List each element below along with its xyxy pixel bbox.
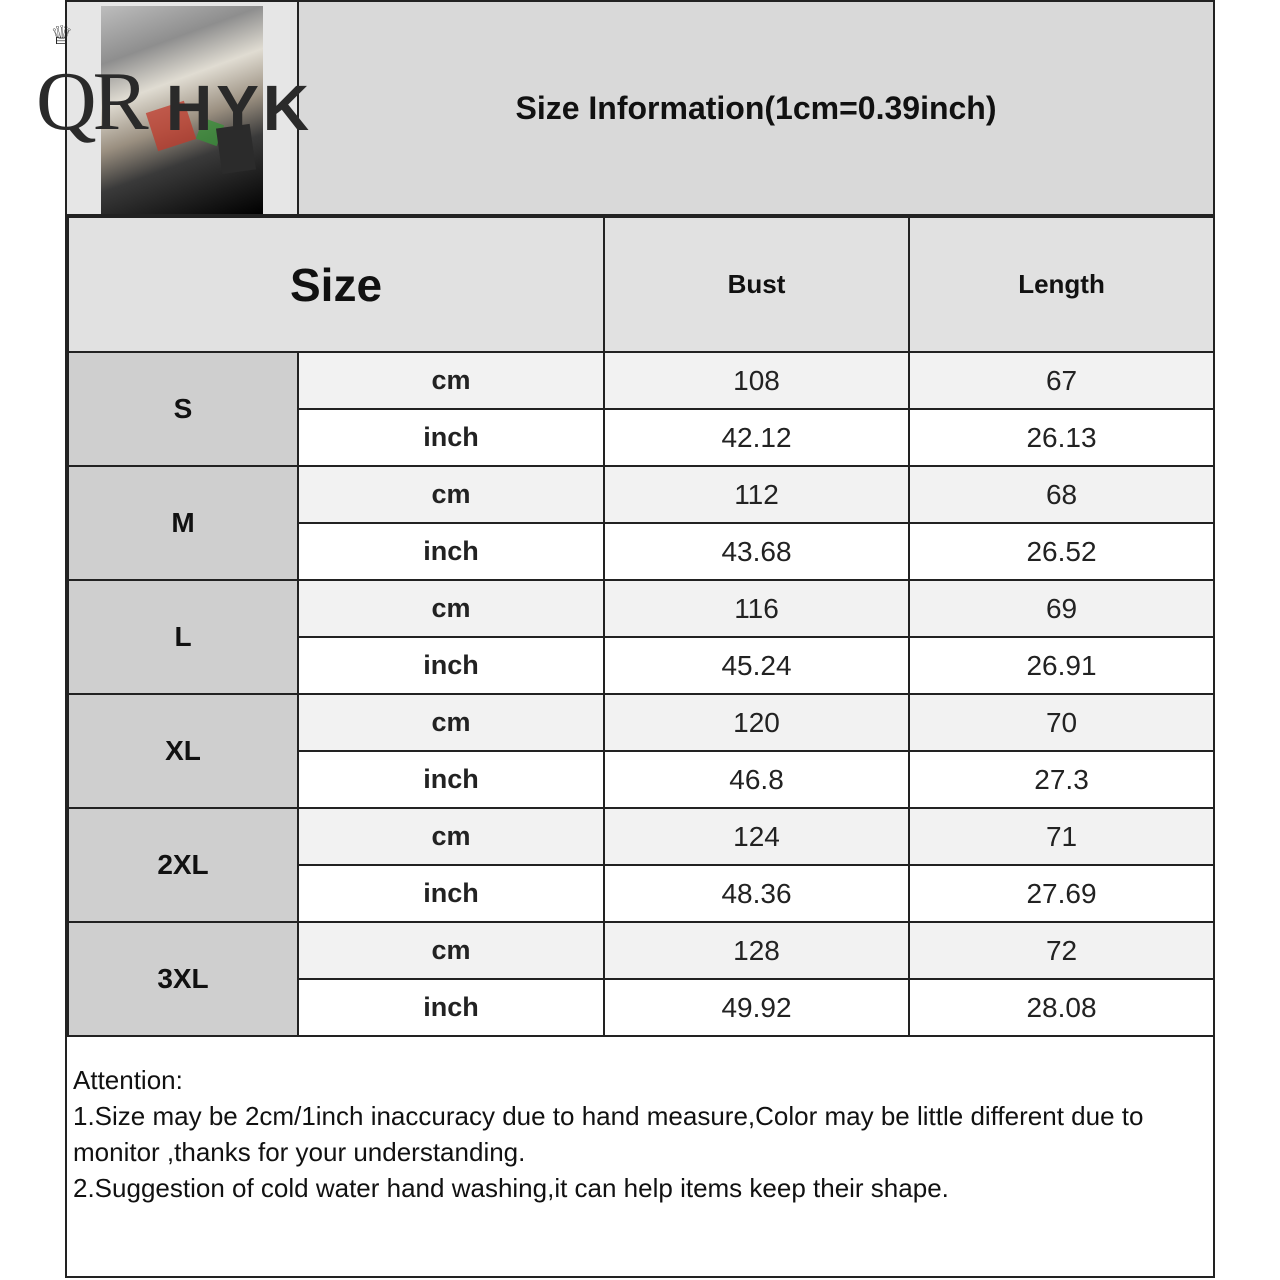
logo-text-sans: HYK	[166, 72, 314, 144]
length-value: 67	[909, 352, 1214, 409]
size-label: S	[68, 352, 298, 466]
bust-value: 42.12	[604, 409, 909, 466]
unit-cell: inch	[298, 865, 604, 922]
unit-cell: cm	[298, 466, 604, 523]
length-value: 71	[909, 808, 1214, 865]
length-value: 27.3	[909, 751, 1214, 808]
note-item: 2.Suggestion of cold water hand washing,it can help items keep their shape.	[73, 1173, 949, 1203]
table-row	[68, 466, 1214, 523]
length-value: 28.08	[909, 979, 1214, 1036]
table-row	[68, 808, 1214, 865]
table-row	[68, 922, 1214, 979]
brand-logo	[36, 20, 336, 148]
size-chart	[65, 0, 1215, 1278]
bust-value: 108	[604, 352, 909, 409]
table-row	[68, 352, 1214, 409]
size-label: M	[68, 466, 298, 580]
unit-cell: cm	[298, 352, 604, 409]
length-value: 70	[909, 694, 1214, 751]
bust-value: 45.24	[604, 637, 909, 694]
size-label: XL	[68, 694, 298, 808]
size-label: L	[68, 580, 298, 694]
bust-value: 116	[604, 580, 909, 637]
column-header-size: Size	[68, 217, 604, 352]
table-row	[68, 694, 1214, 751]
length-value: 69	[909, 580, 1214, 637]
table-row	[68, 580, 1214, 637]
logo-text-serif: QR	[36, 55, 145, 148]
size-table	[67, 216, 1215, 1037]
note-item: 1.Size may be 2cm/1inch inaccuracy due to hand measure,Color may be little different due to monitor ,thanks for your understanding.	[73, 1101, 1144, 1167]
length-value: 68	[909, 466, 1214, 523]
unit-cell: inch	[298, 523, 604, 580]
bust-value: 48.36	[604, 865, 909, 922]
attention-notes	[73, 1062, 1213, 1206]
length-value: 26.91	[909, 637, 1214, 694]
bust-value: 49.92	[604, 979, 909, 1036]
bust-value: 112	[604, 466, 909, 523]
unit-cell: cm	[298, 694, 604, 751]
size-label: 2XL	[68, 808, 298, 922]
chart-title: Size Information(1cm=0.39inch)	[515, 89, 997, 126]
table-header-row	[68, 217, 1214, 352]
bust-value: 120	[604, 694, 909, 751]
crown-icon: ♕	[50, 20, 76, 50]
length-value: 27.69	[909, 865, 1214, 922]
bust-value: 46.8	[604, 751, 909, 808]
length-value: 26.13	[909, 409, 1214, 466]
column-header-bust: Bust	[604, 217, 909, 352]
unit-cell: inch	[298, 409, 604, 466]
bust-value: 124	[604, 808, 909, 865]
size-label: 3XL	[68, 922, 298, 1036]
unit-cell: cm	[298, 922, 604, 979]
column-header-length: Length	[909, 217, 1214, 352]
length-value: 72	[909, 922, 1214, 979]
unit-cell: inch	[298, 637, 604, 694]
unit-cell: cm	[298, 808, 604, 865]
notes-heading: Attention:	[73, 1065, 183, 1095]
unit-cell: inch	[298, 751, 604, 808]
bust-value: 128	[604, 922, 909, 979]
length-value: 26.52	[909, 523, 1214, 580]
unit-cell: cm	[298, 580, 604, 637]
bust-value: 43.68	[604, 523, 909, 580]
unit-cell: inch	[298, 979, 604, 1036]
